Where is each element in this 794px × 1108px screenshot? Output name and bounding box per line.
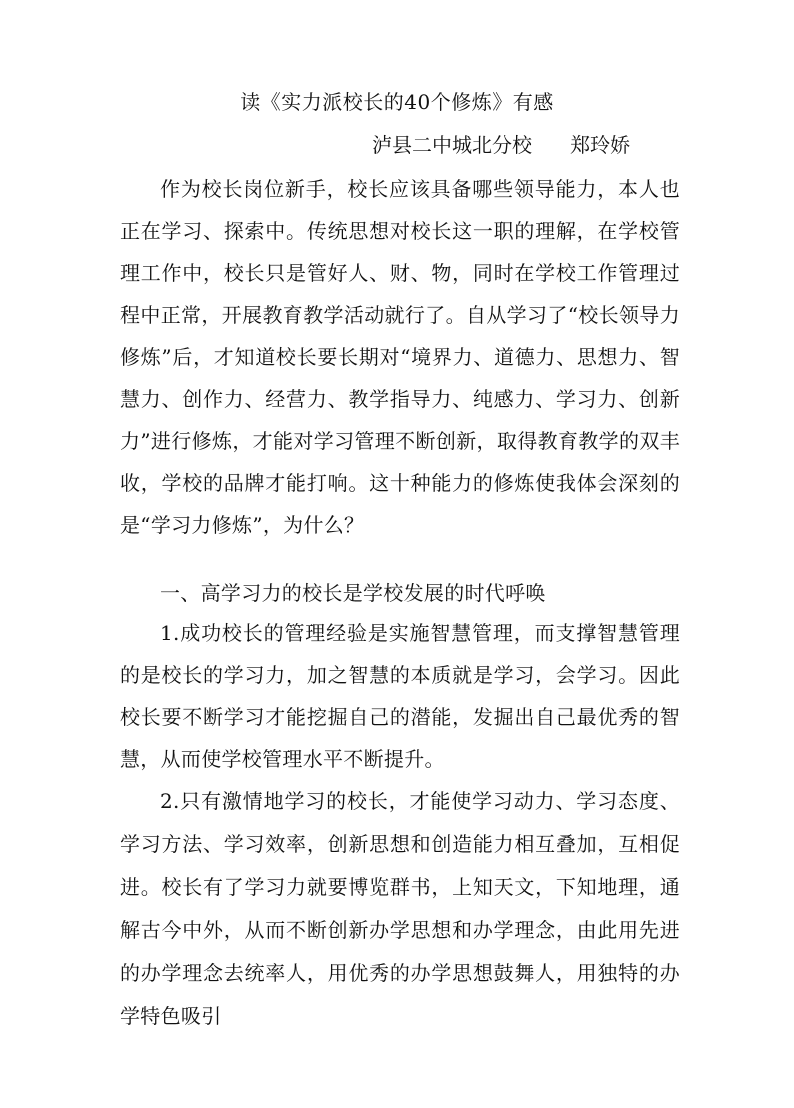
paragraph-point-1	[120, 612, 680, 780]
author-byline: 泸县二中城北分校 郑玲娇	[372, 133, 631, 157]
paragraph-text: 1.成功校长的管理经验是实施智慧管理，而支撑智慧管理的是校长的学习力，加之智慧的本质就是学习，会学习。因此校长要不断学习才能挖掘自己的潜能，发掘出自己最优秀的智慧，从而使学校管理水平不断提升。	[120, 621, 680, 771]
section-heading-1	[120, 572, 680, 614]
paragraph-point-2	[120, 780, 680, 1038]
section-heading-text: 一、高学习力的校长是学校发展的时代呼唤	[160, 581, 546, 605]
paragraph-intro	[120, 168, 680, 546]
paragraph-text: 2.只有激情地学习的校长，才能使学习动力、学习态度、学习方法、学习效率，创新思想和创造能力相互叠加，互相促进。校长有了学习力就要博览群书，上知天文，下知地理，通解古今中外，从而不断创新办学思想和办学理念，由此用先进的办学理念去统率人，用优秀的办学思想鼓舞人，用独特的办学特色吸引	[120, 789, 680, 1028]
document-title: 读《实力派校长的40个修炼》有感	[240, 90, 554, 114]
paragraph-text: 作为校长岗位新手，校长应该具备哪些领导能力，本人也正在学习、探索中。传统思想对校长这一职的理解，在学校管理工作中，校长只是管好人、财、物，同时在学校工作管理过程中正常，开展教育教学活动就行了。自从学习了“校长领导力修炼”后，才知道校长要长期对“境界力、道德力、思想力、智慧力、创作力、经营力、教学指导力、纯感力、学习力、创新力”进行修炼，才能对学习管理不断创新，取得教育教学的双丰收，学校的品牌才能打响。这十种能力的修炼使我体会深刻的是“学习力修炼”，为什么？	[120, 177, 680, 537]
